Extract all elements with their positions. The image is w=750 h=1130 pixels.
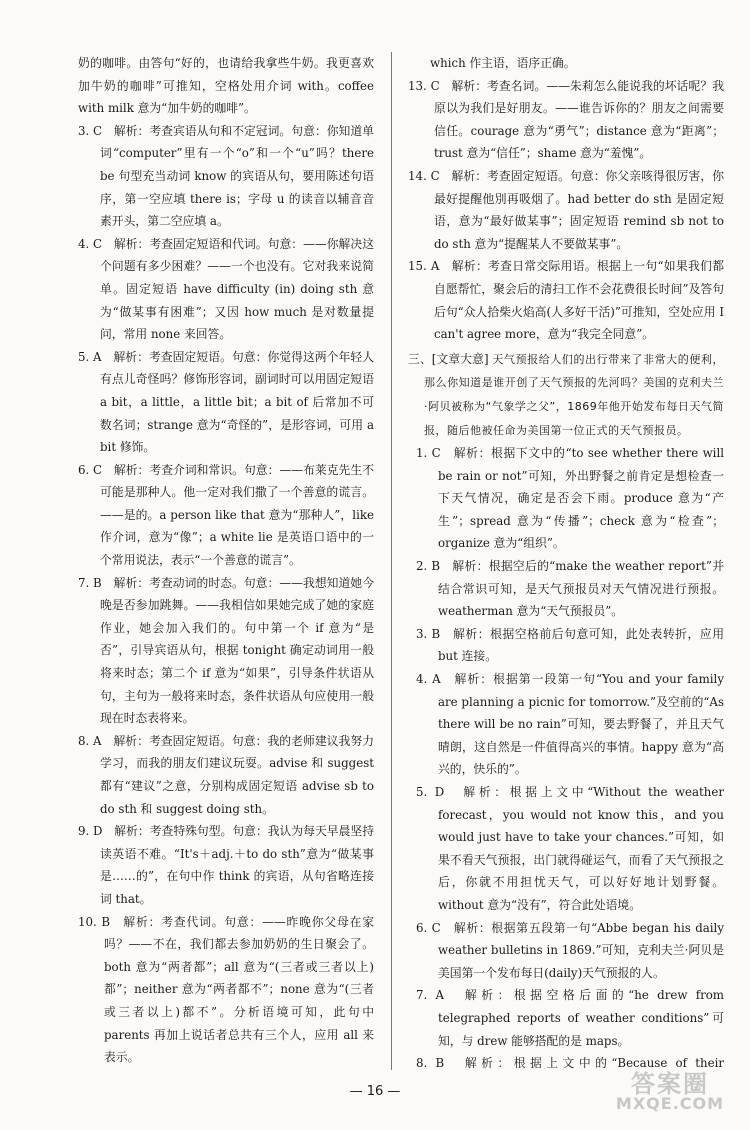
answer-item-8: 8. A 解析：考查固定短语。句意：我的老师建议我努力学习，而我的朋友们建议玩耍。advise 和 suggest 都有“建议”之意，分别构成固定短语 advise sb to do sth 和 suggest doing sth。 — [78, 733, 374, 816]
cloze-item-4: 4. A 解析：根据第一段第一句“You and your family are planning a picnic for tomorrow.”及空前的“As there will be no rain”可知，要去野餐了，并且天气晴朗，这自然是一件值得高兴的事情。happy 意为“高兴的，快乐的”。 — [416, 672, 724, 777]
answer-item-5: 5. A 解析：考查固定短语。句意：你觉得这两个年轻人有点儿奇怪吗？修饰形容词，副词时可以用固定短语 a bit，a little，a little bit；a bit of 后常加不可数名词；strange 意为“奇怪的”，是形容词，可用 a bit 修饰。 — [78, 349, 374, 455]
watermark-bottom-text: MXQE.COM — [615, 1094, 725, 1113]
answer-item-13: 13. C 解析：考查名词。——朱莉怎么能说我的坏话呢？我原以为我们是好朋友。——谁告诉你的？朋友之间需要信任。courage 意为“勇气”；distance 意为“距离”；trust 意为“信任”；shame 意为“羞愧”。 — [408, 78, 724, 161]
article-summary: 天气预报给人们的出行带来了非常大的便利，那么你知道是谁开创了天气预报的先河吗？美国的克利夫兰·阿贝被称为“气象学之父”，1869年他开始发布每日天气简报，随后他被任命为美国第一位正式的天气预报员。 — [424, 352, 724, 437]
answer-item-15: 15. A 解析：考查日常交际用语。根据上一句“如果我们都自愿帮忙，聚会后的清扫工作不会花费很长时间”及答句后句“众人拾柴火焰高(人多好干活)”可推知，空处应用 I can't agree more，意为“我完全同意”。 — [408, 259, 724, 342]
answer-item-9: 9. D 解析：考查特殊句型。句意：我认为每天早晨坚持读英语不难。“It's＋adj.＋to do sth”意为“做某事是……的”，在句中作 think 的宾语，从句省略连接词 that。 — [78, 824, 374, 906]
answer-continuation: 奶的咖啡。由答句“好的，也请给我拿些牛奶。我更喜欢加牛奶的咖啡”可推知，空格处用介词 with。coffee with milk 意为“加牛奶的咖啡”。 — [78, 56, 374, 116]
column-divider — [391, 52, 392, 1070]
left-column — [78, 52, 374, 1070]
cloze-item-8: 8. B 解析：根据上文中的“Because of their — [416, 1056, 724, 1070]
watermark-logo — [600, 1070, 740, 1126]
cloze-item-1: 1. C 解析：根据下文中的“to see whether there will be rain or not”可知，外出野餐之前肯定是想检查一下天气情况，确定是否会下雨。produce 意为“产生”；spread 意为“传播”；check 意为“检查”；organize 意为“组织”。 — [416, 446, 724, 551]
right-column — [408, 52, 724, 1070]
answer-item-3: 3. C 解析：考查宾语从句和不定冠词。句意：你知道单词“computer”里有一个“o”和一个“u”吗？there be 句型充当动词 know 的宾语从句，要用陈述句语序，第一空应填 there is；字母 u 的读音以辅音音素开头，第二空应填 a。 — [78, 123, 374, 229]
answer-item-14: 14. C 解析：考查固定短语。句意：你父亲咳得很厉害，你最好提醒他別再吸烟了。had better do sth 是固定短语，意为“最好做某事”；固定短语 remind sb not to do sth 意为“提醒某人不要做某事”。 — [408, 168, 724, 251]
watermark-top-text: 答案圈 — [631, 1070, 709, 1098]
answer-item-11 — [78, 1069, 374, 1070]
cloze-item-7: 7. A 解析：根据空格后面的“he drew from telegraphed reports of weather conditions”可知，与 drew 能够搭配的是 maps。 — [416, 988, 724, 1048]
answer-item-7: 7. B 解析：考查动词的时态。句意：——我想知道她今晚是否参加跳舞。——我相信如果她完成了她的家庭作业，她会加入我们的。句中第一个 if 意为“是否”，引导宾语从句，根据 tonight 确定动词用一般将来时态；第二个 if 意为“如果”，引导条件状语从句，主句为一般将来时态，条件状语从句应使用一般现在时态表将来。 — [78, 575, 374, 726]
answer-item-6: 6. C 解析：考查介词和常识。句意：——布莱克先生不可能是那种人。他一定对我们撒了一个善意的谎言。——是的。a person like that 意为“那种人”，like 作介词，意为“像”；a white lie 是英语口语中的一个常用说法，表示“一个善意的谎言”。 — [78, 462, 374, 568]
cloze-item-2: 2. B 解析：根据空后的“make the weather report”并结合常识可知，是天气预报员对天气情况进行预报。weatherman 意为“天气预报员”。 — [416, 559, 724, 619]
section-marker: 三、[文章大意] — [408, 351, 489, 366]
answer-continuation-right: which 作主语，语序正确。 — [430, 56, 576, 70]
page-number: — 16 — — [349, 1084, 401, 1099]
answer-item-4: 4. C 解析：考查固定短语和代词。句意：——你解决这个问题有多少困难？——一个也没有。它对我来说简单。固定短语 have difficulty (in) doing sth 意为“做某事有困难”；又因 how much 是对数量提问，常用 none 来回答。 — [78, 236, 374, 342]
section-summary — [408, 348, 724, 442]
cloze-item-3: 3. B 解析：根据空格前后句意可知，此处表转折，应用 but 连接。 — [416, 626, 724, 664]
answer-item-10: 10. B 解析：考查代词。句意：——昨晚你父母在家吗？——不在，我们都去参加奶奶的生日聚会了。both 意为“两者都”；all 意为“(三者或三者以上)都”；neither 意为“两者都不”；none 意为“(三者或三者以上)都不”。分析语境可知，此句中 parents 再加上说话者总共有三个人，应用 all 来表示。 — [78, 914, 374, 1065]
cloze-item-6: 6. C 解析：根据第五段第一句“Abbe began his daily weather bulletins in 1869.”可知，克利夫兰·阿贝是美国第一个发布每日(daily)天气预报的人。 — [416, 920, 724, 980]
cloze-item-5: 5. D 解析：根据上文中“Without the weather forecast，you would not know this，and you would just have to take your chances.”可知，如果不看天气预报，出门就得碰运气，而看了天气预报之后，你就不用担忧天气，可以好好地计划野餐。without 意为“没有”，符合此处语境。 — [416, 785, 724, 912]
